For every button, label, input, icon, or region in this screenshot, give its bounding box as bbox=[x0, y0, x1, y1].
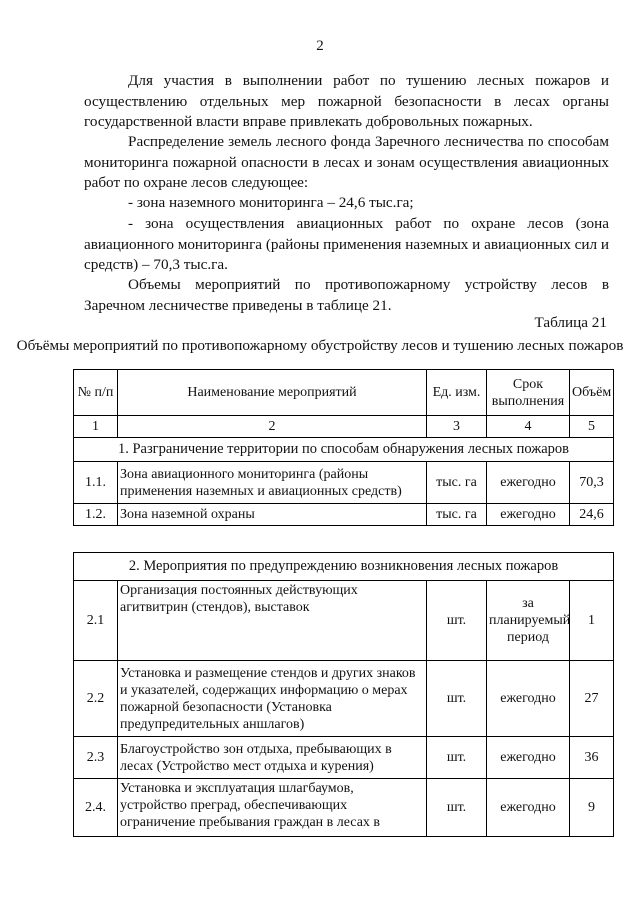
header-volume: Объём bbox=[570, 370, 614, 416]
table-row bbox=[74, 581, 614, 661]
paragraph-aviation-zone: - зона осуществления авиационных работ по охране лесов (зона авиационного мониторинга (районы применения наземных и авиационных сил и средств) – 70,3 тыс.га. bbox=[84, 215, 609, 273]
header-term: Срок выполнения bbox=[487, 370, 570, 416]
row-name: Организация постоянных действующих агитвитрин (стендов), выставок bbox=[118, 581, 427, 661]
row-volume: 36 bbox=[570, 737, 614, 779]
row-term: ежегодно bbox=[487, 504, 570, 526]
row-term: ежегодно bbox=[487, 462, 570, 504]
col-number: 1 bbox=[74, 416, 118, 438]
row-unit: тыс. га bbox=[427, 504, 487, 526]
paragraph-volumes: Объемы мероприятий по противопожарному устройству лесов в Заречном лесничестве приведены в таблице 21. bbox=[84, 276, 609, 314]
col-number: 4 bbox=[487, 416, 570, 438]
col-number: 5 bbox=[570, 416, 614, 438]
row-term: ежегодно bbox=[487, 661, 570, 737]
row-unit: шт. bbox=[427, 737, 487, 779]
section-title: 1. Разграничение территории по способам обнаружения лесных пожаров bbox=[74, 438, 614, 462]
table-row bbox=[74, 661, 614, 737]
table-row bbox=[74, 779, 614, 837]
table-header-row bbox=[74, 370, 614, 416]
table-label: Таблица 21 bbox=[534, 314, 607, 331]
header-unit: Ед. изм. bbox=[427, 370, 487, 416]
col-number: 2 bbox=[118, 416, 427, 438]
row-name: Зона наземной охраны bbox=[118, 504, 427, 526]
row-term: за планируемый период bbox=[487, 581, 570, 661]
paragraph-distribution: Распределение земель лесного фонда Заречного лесничества по способам мониторинга пожарной опасности в лесах и зонам осуществления авиационных работ по охране лесов следующее: bbox=[84, 133, 609, 191]
table-row bbox=[74, 504, 614, 526]
row-volume: 24,6 bbox=[570, 504, 614, 526]
section-header bbox=[74, 553, 614, 581]
paragraph-volunteers: Для участия в выполнении работ по тушению лесных пожаров и осуществлению отдельных мер пожарной безопасности в лесах органы государственной власти вправе привлекать добровольных пожарных. bbox=[84, 72, 609, 130]
row-num: 2.1 bbox=[74, 581, 118, 661]
fire-prevention-table bbox=[73, 552, 614, 837]
row-num: 1.1. bbox=[74, 462, 118, 504]
table-title: Объёмы мероприятий по противопожарному обустройству лесов и тушению лесных пожаров bbox=[16, 337, 624, 354]
row-volume: 70,3 bbox=[570, 462, 614, 504]
section-title: 2. Мероприятия по предупреждению возникновения лесных пожаров bbox=[74, 553, 614, 581]
row-num: 2.4. bbox=[74, 779, 118, 837]
row-unit: шт. bbox=[427, 661, 487, 737]
row-term: ежегодно bbox=[487, 737, 570, 779]
section-header bbox=[74, 438, 614, 462]
row-num: 2.3 bbox=[74, 737, 118, 779]
row-name: Установка и размещение стендов и других знаков и указателей, содержащих информацию о мерах пожарной безопасности (Установка предупредительных аншлагов) bbox=[118, 661, 427, 737]
row-name: Благоустройство зон отдыха, пребывающих в лесах (Устройство мест отдыха и курения) bbox=[118, 737, 427, 779]
row-term: ежегодно bbox=[487, 779, 570, 837]
row-unit: шт. bbox=[427, 581, 487, 661]
row-volume: 1 bbox=[570, 581, 614, 661]
row-volume: 9 bbox=[570, 779, 614, 837]
paragraph-ground-zone: - зона наземного мониторинга – 24,6 тыс.га; bbox=[128, 194, 414, 211]
col-number: 3 bbox=[427, 416, 487, 438]
column-number-row bbox=[74, 416, 614, 438]
row-volume: 27 bbox=[570, 661, 614, 737]
fire-measures-table bbox=[73, 369, 614, 526]
row-num: 2.2 bbox=[74, 661, 118, 737]
row-name: Зона авиационного мониторинга (районы применения наземных и авиационных средств) bbox=[118, 462, 427, 504]
row-unit: шт. bbox=[427, 779, 487, 837]
header-name: Наименование мероприятий bbox=[118, 370, 427, 416]
table-row bbox=[74, 737, 614, 779]
page-number: 2 bbox=[316, 38, 324, 54]
row-name: Установка и эксплуатация шлагбаумов, устройство преград, обеспечивающих ограничение пребывания граждан в лесах в bbox=[118, 779, 427, 837]
row-unit: тыс. га bbox=[427, 462, 487, 504]
header-num: № п/п bbox=[74, 370, 118, 416]
row-num: 1.2. bbox=[74, 504, 118, 526]
table-row bbox=[74, 462, 614, 504]
